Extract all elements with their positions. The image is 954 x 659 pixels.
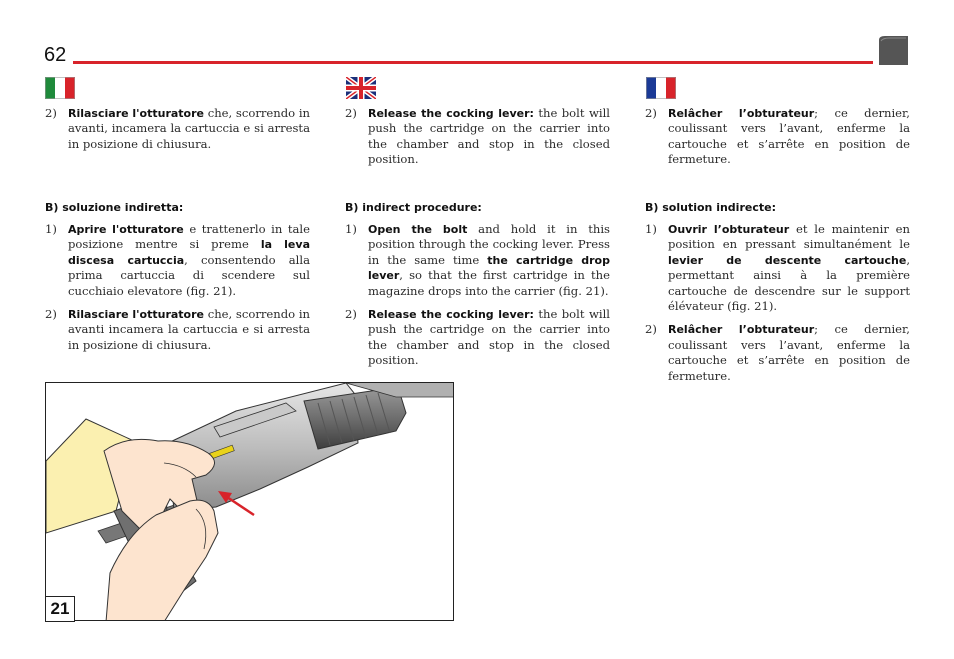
french-steps <box>645 222 910 384</box>
italian-steps <box>45 222 310 353</box>
france-flag-icon <box>646 77 676 99</box>
instruction-text: ; ce dernier, coulissant vers l’avant, enferme la cartouche et s’arrête en position de fermeture. <box>668 322 910 383</box>
bold-instruction: la leva discesa cartuccia <box>68 238 310 267</box>
list-item <box>345 106 610 168</box>
item-number: 1) <box>345 222 357 236</box>
bold-instruction: Rilasciare l'otturatore <box>68 308 205 322</box>
bold-instruction: Relâcher l’obturateur <box>668 323 815 337</box>
list-item <box>645 222 910 314</box>
item-number: 2) <box>45 106 57 120</box>
bold-instruction: the cartridge drop lever <box>368 253 610 283</box>
page-number: 62 <box>44 44 67 66</box>
item-number: 1) <box>645 222 657 236</box>
instruction-text: che, scorrendo in avanti, incamera la cartuccia e si arresta in posizione di chiusura. <box>68 106 310 151</box>
page-tab-marker <box>879 36 908 65</box>
figure-21-illustration <box>45 382 454 621</box>
list-item <box>45 307 310 353</box>
english-steps <box>345 222 610 369</box>
french-top-text <box>645 106 910 168</box>
item-number: 2) <box>645 106 657 120</box>
list-item <box>45 106 310 152</box>
item-number: 2) <box>45 307 57 322</box>
section-heading: B) soluzione indiretta: <box>45 201 184 214</box>
instruction-text: ; ce dernier, coulissant vers l’avant, enferme la cartouche et s’arrête en position de fermeture. <box>668 106 910 167</box>
italy-flag-icon <box>45 77 75 99</box>
item-number: 1) <box>45 222 57 236</box>
list-item <box>45 222 310 299</box>
bold-instruction: Release the cocking lever: <box>368 107 534 120</box>
english-top-text <box>345 106 610 168</box>
section-heading: B) solution indirecte: <box>645 201 776 214</box>
item-number: 2) <box>645 322 657 337</box>
instruction-text: che, scorrendo in avanti incamera la cartuccia e si arresta in posizione di chiusura. <box>68 307 310 352</box>
list-item <box>345 307 610 369</box>
item-number: 2) <box>345 106 357 120</box>
bold-instruction: Relâcher l’obturateur <box>668 107 815 120</box>
bold-instruction: Ouvrir l’obturateur <box>668 223 790 236</box>
italian-top-text <box>45 106 310 152</box>
uk-flag-icon <box>346 77 376 99</box>
instruction-text: et le maintenir en position en pressant simultanément le <box>668 222 910 252</box>
bold-instruction: Rilasciare l'otturatore <box>68 107 205 120</box>
figure-number-label: 21 <box>45 596 75 622</box>
instruction-text: , permettant ainsi à la première cartouche de descendre sur le support élévateur (fig. 21). <box>668 252 910 314</box>
instruction-text: , consentendo alla prima cartuccia di scendere sul cucchiaio elevatore (fig. 21). <box>68 252 310 298</box>
instruction-text: the bolt will push the cartridge on the carrier into the chamber and stop in the closed position. <box>368 106 610 167</box>
instruction-text: , so that the first cartridge in the magazine drops into the carrier (fig. 21). <box>368 268 610 298</box>
header-rule <box>73 61 873 64</box>
bold-instruction: Open the bolt <box>368 223 468 236</box>
list-item <box>645 322 910 384</box>
shotgun-hands-drawing <box>46 383 454 621</box>
bold-instruction: levier de descente cartouche <box>668 253 907 267</box>
item-number: 2) <box>345 307 357 322</box>
list-item <box>345 222 610 299</box>
bold-instruction: Release the cocking lever: <box>368 308 534 322</box>
instruction-text: the bolt will push the cartridge on the carrier into the chamber and stop in the closed position. <box>368 307 610 368</box>
bold-instruction: Aprire l'otturatore <box>68 223 184 236</box>
instruction-text: and hold it in this position through the cocking lever. Press in the same time <box>368 222 610 267</box>
instruction-text: e trattenerlo in tale posizione mentre si preme <box>68 222 310 252</box>
list-item <box>645 106 910 168</box>
section-heading: B) indirect procedure: <box>345 201 482 214</box>
